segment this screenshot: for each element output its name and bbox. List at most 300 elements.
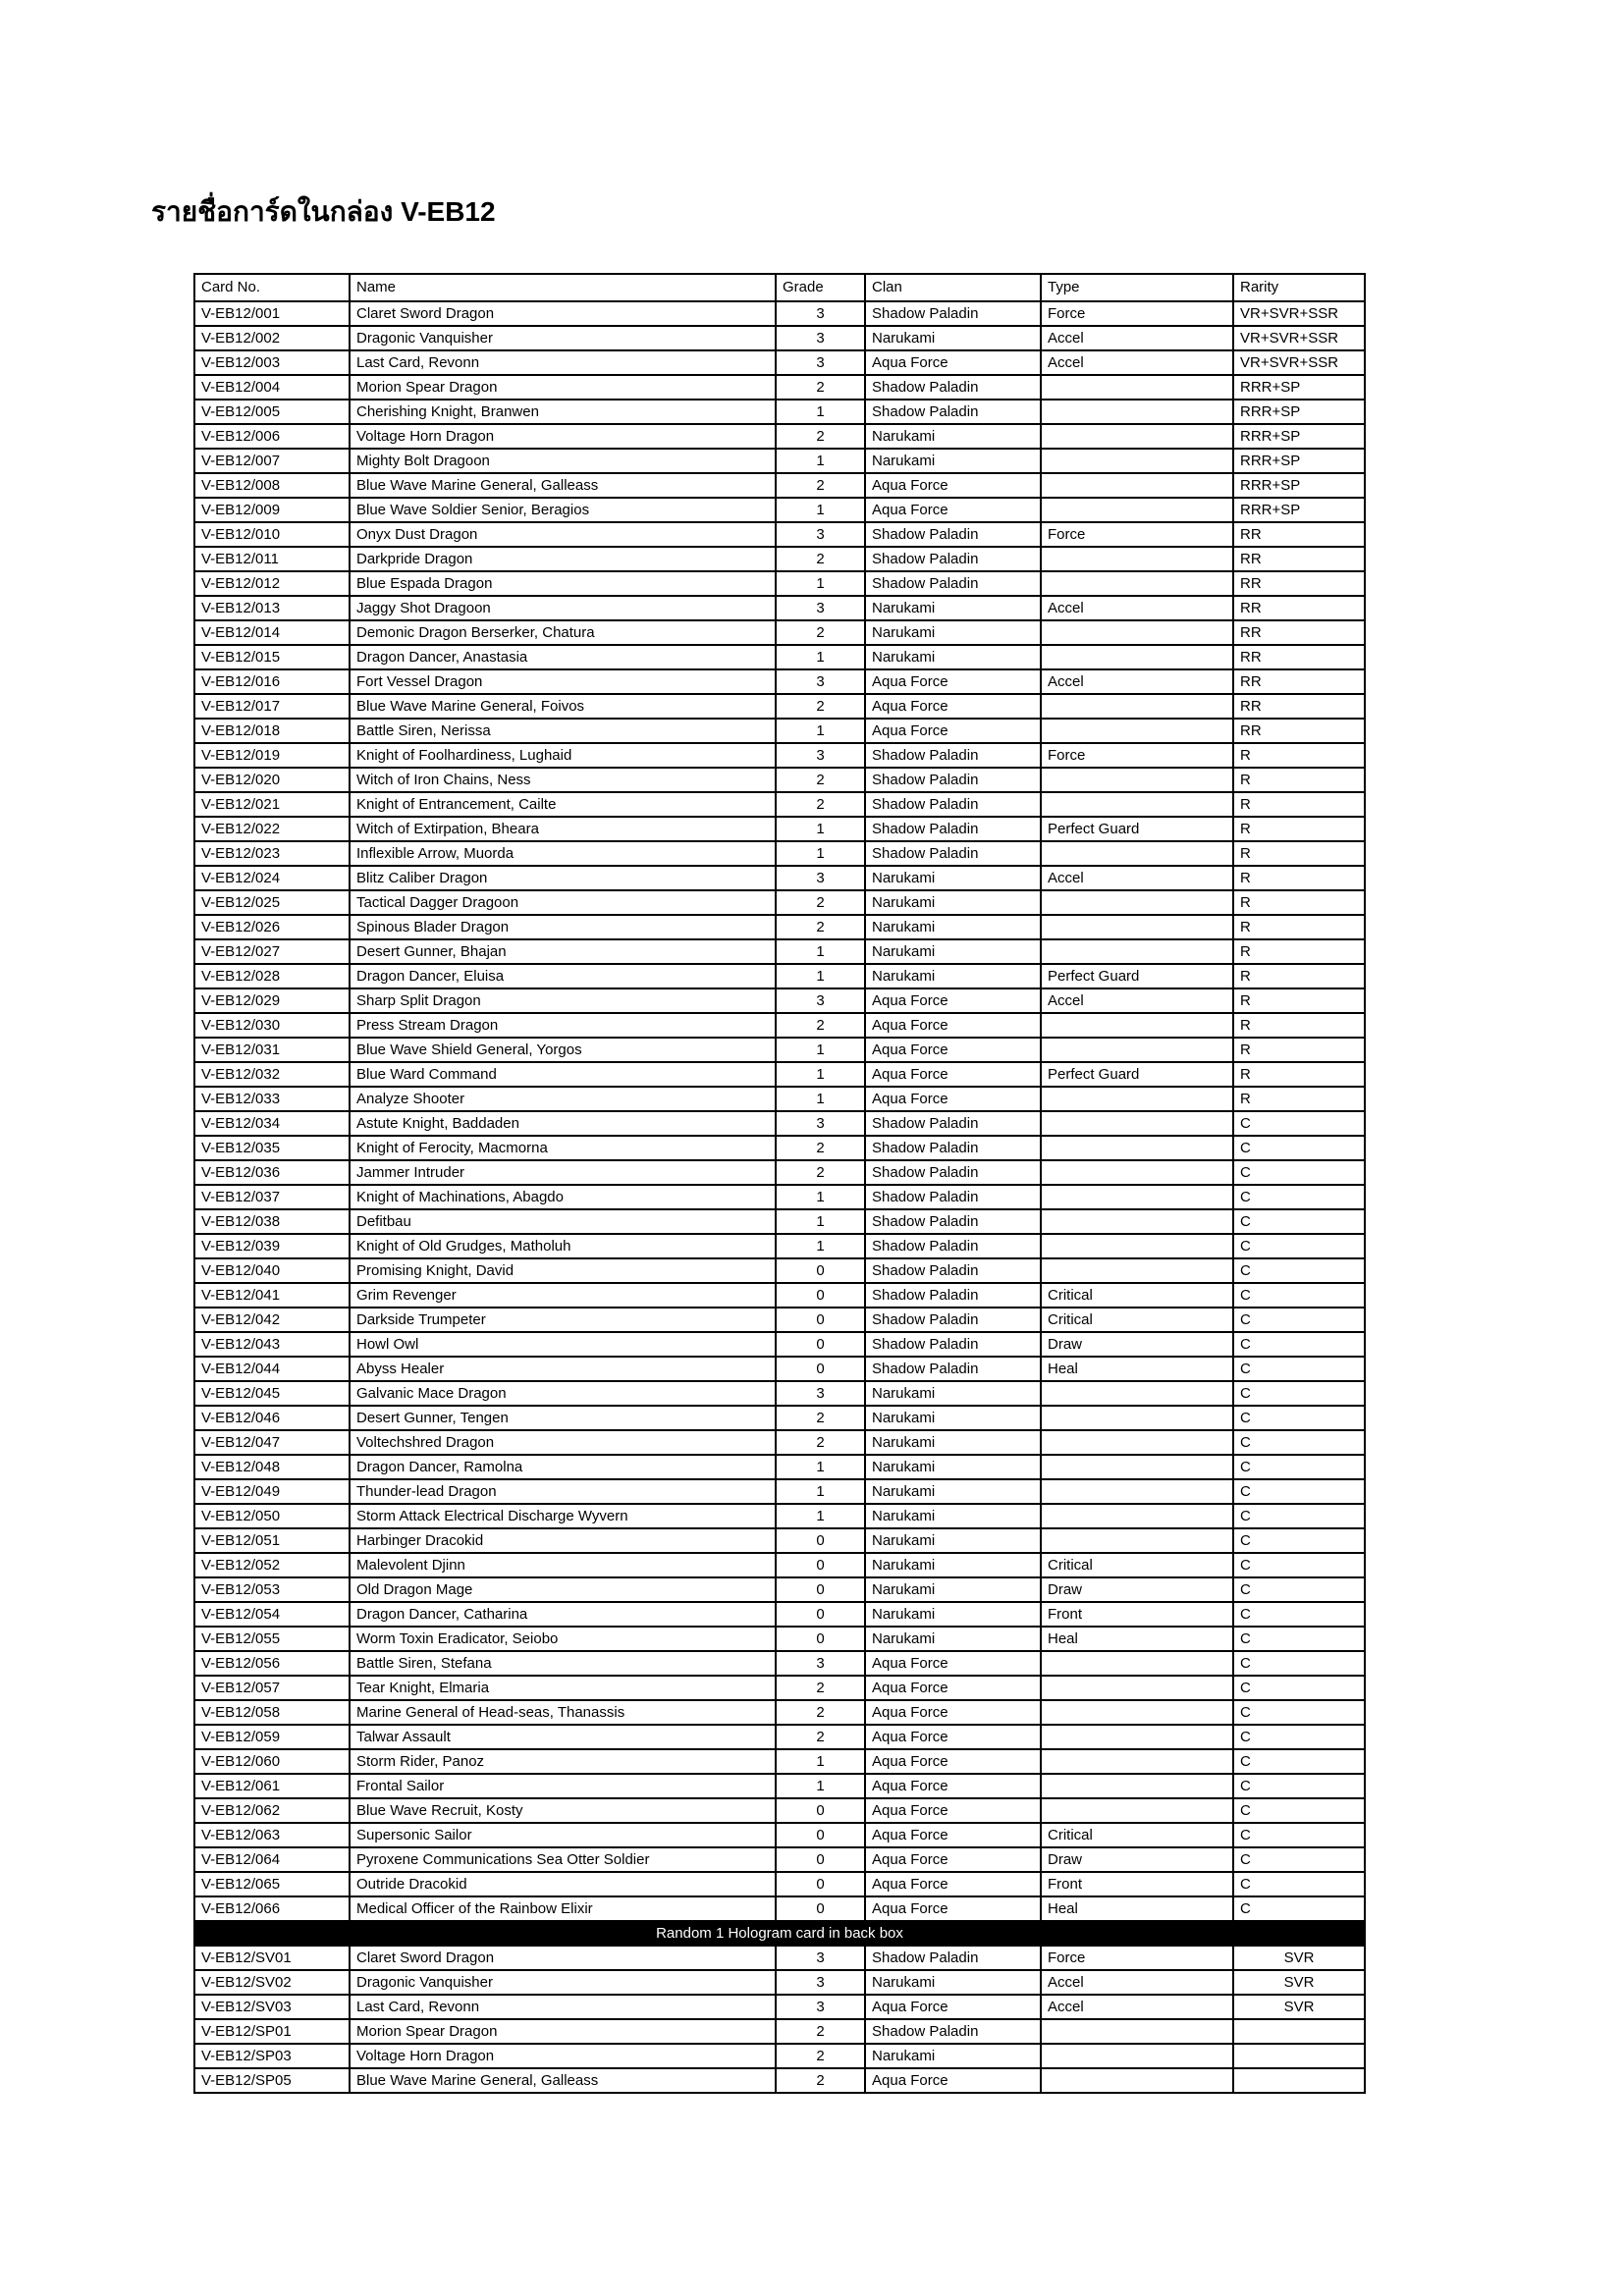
cell-type xyxy=(1041,939,1233,964)
cell-card-no: V-EB12/024 xyxy=(194,866,350,890)
cell-clan: Narukami xyxy=(865,1553,1041,1577)
cell-grade: 2 xyxy=(776,1725,865,1749)
table-row xyxy=(194,1308,1365,1332)
cell-rarity: C xyxy=(1233,1651,1365,1676)
cell-card-no: V-EB12/003 xyxy=(194,350,350,375)
cell-name: Dragonic Vanquisher xyxy=(350,326,776,350)
cell-clan: Aqua Force xyxy=(865,1749,1041,1774)
cell-card-no: V-EB12/058 xyxy=(194,1700,350,1725)
cell-name: Knight of Ferocity, Macmorna xyxy=(350,1136,776,1160)
table-row xyxy=(194,1430,1365,1455)
cell-type xyxy=(1041,1087,1233,1111)
cell-card-no: V-EB12/053 xyxy=(194,1577,350,1602)
cell-clan: Shadow Paladin xyxy=(865,400,1041,424)
cell-rarity: C xyxy=(1233,1111,1365,1136)
table-row xyxy=(194,817,1365,841)
cell-clan: Narukami xyxy=(865,449,1041,473)
column-header-rarity: Rarity xyxy=(1233,274,1365,301)
table-row xyxy=(194,1406,1365,1430)
cell-type: Draw xyxy=(1041,1332,1233,1357)
cell-grade: 2 xyxy=(776,1700,865,1725)
cell-name: Jammer Intruder xyxy=(350,1160,776,1185)
table-row xyxy=(194,1087,1365,1111)
cell-clan: Narukami xyxy=(865,2044,1041,2068)
cell-clan: Narukami xyxy=(865,1430,1041,1455)
cell-grade: 0 xyxy=(776,1847,865,1872)
cell-type: Perfect Guard xyxy=(1041,1062,1233,1087)
cell-type: Heal xyxy=(1041,1627,1233,1651)
cell-card-no: V-EB12/036 xyxy=(194,1160,350,1185)
cell-name: Claret Sword Dragon xyxy=(350,301,776,326)
cell-grade: 2 xyxy=(776,768,865,792)
cell-grade: 1 xyxy=(776,571,865,596)
cell-name: Last Card, Revonn xyxy=(350,350,776,375)
table-row xyxy=(194,1676,1365,1700)
cell-grade: 2 xyxy=(776,792,865,817)
table-row xyxy=(194,1823,1365,1847)
cell-grade: 1 xyxy=(776,1209,865,1234)
cell-card-no: V-EB12/033 xyxy=(194,1087,350,1111)
cell-name: Tactical Dagger Dragoon xyxy=(350,890,776,915)
cell-type xyxy=(1041,1651,1233,1676)
cell-rarity: C xyxy=(1233,1479,1365,1504)
cell-grade: 2 xyxy=(776,1430,865,1455)
cell-type xyxy=(1041,1430,1233,1455)
cell-clan: Narukami xyxy=(865,645,1041,669)
cell-card-no: V-EB12/039 xyxy=(194,1234,350,1258)
cell-grade: 2 xyxy=(776,2068,865,2093)
cell-card-no: V-EB12/008 xyxy=(194,473,350,498)
cell-clan: Narukami xyxy=(865,620,1041,645)
cell-name: Storm Attack Electrical Discharge Wyvern xyxy=(350,1504,776,1528)
cell-name: Fort Vessel Dragon xyxy=(350,669,776,694)
cell-grade: 3 xyxy=(776,1995,865,2019)
cell-rarity: RRR+SP xyxy=(1233,498,1365,522)
cell-grade: 1 xyxy=(776,1062,865,1087)
card-list-table xyxy=(193,273,1366,2094)
table-row xyxy=(194,1381,1365,1406)
cell-card-no: V-EB12/023 xyxy=(194,841,350,866)
cell-rarity: C xyxy=(1233,1160,1365,1185)
table-row xyxy=(194,620,1365,645)
cell-type xyxy=(1041,841,1233,866)
cell-clan: Aqua Force xyxy=(865,350,1041,375)
cell-grade: 2 xyxy=(776,915,865,939)
table-row xyxy=(194,1455,1365,1479)
table-row xyxy=(194,1946,1365,1970)
cell-rarity: R xyxy=(1233,964,1365,988)
cell-card-no: V-EB12/046 xyxy=(194,1406,350,1430)
cell-clan: Shadow Paladin xyxy=(865,1234,1041,1258)
cell-rarity: R xyxy=(1233,1062,1365,1087)
cell-name: Dragonic Vanquisher xyxy=(350,1970,776,1995)
table-row xyxy=(194,522,1365,547)
cell-grade: 2 xyxy=(776,424,865,449)
table-row xyxy=(194,1013,1365,1038)
cell-name: Galvanic Mace Dragon xyxy=(350,1381,776,1406)
cell-clan: Narukami xyxy=(865,596,1041,620)
cell-clan: Narukami xyxy=(865,424,1041,449)
table-row xyxy=(194,1283,1365,1308)
cell-clan: Narukami xyxy=(865,1627,1041,1651)
cell-card-no: V-EB12/040 xyxy=(194,1258,350,1283)
cell-card-no: V-EB12/001 xyxy=(194,301,350,326)
cell-clan: Aqua Force xyxy=(865,1896,1041,1921)
table-row xyxy=(194,939,1365,964)
cell-rarity: C xyxy=(1233,1774,1365,1798)
cell-rarity: C xyxy=(1233,1332,1365,1357)
table-row xyxy=(194,866,1365,890)
cell-card-no: V-EB12/SV02 xyxy=(194,1970,350,1995)
cell-clan: Aqua Force xyxy=(865,1013,1041,1038)
cell-clan: Aqua Force xyxy=(865,719,1041,743)
cell-card-no: V-EB12/057 xyxy=(194,1676,350,1700)
cell-grade: 1 xyxy=(776,400,865,424)
table-row xyxy=(194,1160,1365,1185)
cell-type: Perfect Guard xyxy=(1041,817,1233,841)
cell-rarity: C xyxy=(1233,1553,1365,1577)
cell-card-no: V-EB12/016 xyxy=(194,669,350,694)
cell-name: Harbinger Dracokid xyxy=(350,1528,776,1553)
column-header-clan: Clan xyxy=(865,274,1041,301)
cell-name: Old Dragon Mage xyxy=(350,1577,776,1602)
cell-grade: 3 xyxy=(776,301,865,326)
cell-card-no: V-EB12/012 xyxy=(194,571,350,596)
cell-type: Draw xyxy=(1041,1847,1233,1872)
cell-card-no: V-EB12/010 xyxy=(194,522,350,547)
cell-rarity: VR+SVR+SSR xyxy=(1233,301,1365,326)
cell-name: Battle Siren, Nerissa xyxy=(350,719,776,743)
cell-rarity: R xyxy=(1233,1038,1365,1062)
cell-clan: Narukami xyxy=(865,915,1041,939)
cell-clan: Aqua Force xyxy=(865,473,1041,498)
cell-grade: 1 xyxy=(776,1749,865,1774)
cell-rarity xyxy=(1233,2068,1365,2093)
cell-rarity: C xyxy=(1233,1896,1365,1921)
cell-clan: Narukami xyxy=(865,1381,1041,1406)
cell-rarity: RRR+SP xyxy=(1233,375,1365,400)
table-row xyxy=(194,719,1365,743)
cell-name: Abyss Healer xyxy=(350,1357,776,1381)
cell-name: Knight of Machinations, Abagdo xyxy=(350,1185,776,1209)
cell-card-no: V-EB12/066 xyxy=(194,1896,350,1921)
table-row xyxy=(194,1234,1365,1258)
cell-type: Accel xyxy=(1041,1970,1233,1995)
cell-clan: Narukami xyxy=(865,1504,1041,1528)
cell-card-no: V-EB12/026 xyxy=(194,915,350,939)
cell-clan: Aqua Force xyxy=(865,1651,1041,1676)
cell-clan: Narukami xyxy=(865,1528,1041,1553)
cell-card-no: V-EB12/028 xyxy=(194,964,350,988)
cell-name: Howl Owl xyxy=(350,1332,776,1357)
cell-name: Mighty Bolt Dragoon xyxy=(350,449,776,473)
cell-rarity: C xyxy=(1233,1209,1365,1234)
cell-rarity: C xyxy=(1233,1749,1365,1774)
cell-name: Jaggy Shot Dragoon xyxy=(350,596,776,620)
cell-type xyxy=(1041,1749,1233,1774)
cell-card-no: V-EB12/SP01 xyxy=(194,2019,350,2044)
cell-rarity: RR xyxy=(1233,719,1365,743)
cell-grade: 0 xyxy=(776,1258,865,1283)
cell-card-no: V-EB12/013 xyxy=(194,596,350,620)
table-row xyxy=(194,890,1365,915)
cell-type xyxy=(1041,2019,1233,2044)
cell-type xyxy=(1041,2068,1233,2093)
cell-type: Accel xyxy=(1041,350,1233,375)
cell-type xyxy=(1041,1700,1233,1725)
column-header-name: Name xyxy=(350,274,776,301)
cell-card-no: V-EB12/037 xyxy=(194,1185,350,1209)
cell-grade: 0 xyxy=(776,1896,865,1921)
cell-name: Frontal Sailor xyxy=(350,1774,776,1798)
cell-clan: Shadow Paladin xyxy=(865,1308,1041,1332)
cell-grade: 3 xyxy=(776,866,865,890)
cell-clan: Narukami xyxy=(865,326,1041,350)
cell-clan: Aqua Force xyxy=(865,1872,1041,1896)
cell-name: Press Stream Dragon xyxy=(350,1013,776,1038)
cell-rarity: RRR+SP xyxy=(1233,424,1365,449)
cell-clan: Narukami xyxy=(865,964,1041,988)
cell-card-no: V-EB12/SP05 xyxy=(194,2068,350,2093)
cell-grade: 3 xyxy=(776,350,865,375)
cell-card-no: V-EB12/065 xyxy=(194,1872,350,1896)
cell-card-no: V-EB12/047 xyxy=(194,1430,350,1455)
cell-grade: 0 xyxy=(776,1823,865,1847)
cell-grade: 1 xyxy=(776,939,865,964)
cell-name: Blue Wave Marine General, Galleass xyxy=(350,2068,776,2093)
cell-name: Blue Espada Dragon xyxy=(350,571,776,596)
cell-card-no: V-EB12/006 xyxy=(194,424,350,449)
table-row xyxy=(194,326,1365,350)
cell-grade: 2 xyxy=(776,1406,865,1430)
table-row xyxy=(194,1725,1365,1749)
cell-clan: Narukami xyxy=(865,1406,1041,1430)
cell-type: Accel xyxy=(1041,988,1233,1013)
cell-name: Battle Siren, Stefana xyxy=(350,1651,776,1676)
cell-rarity: RR xyxy=(1233,669,1365,694)
cell-clan: Shadow Paladin xyxy=(865,792,1041,817)
table-row xyxy=(194,743,1365,768)
cell-name: Morion Spear Dragon xyxy=(350,375,776,400)
cell-name: Morion Spear Dragon xyxy=(350,2019,776,2044)
cell-card-no: V-EB12/002 xyxy=(194,326,350,350)
cell-name: Promising Knight, David xyxy=(350,1258,776,1283)
cell-grade: 3 xyxy=(776,988,865,1013)
cell-name: Darkpride Dragon xyxy=(350,547,776,571)
cell-card-no: V-EB12/044 xyxy=(194,1357,350,1381)
cell-rarity: RR xyxy=(1233,645,1365,669)
table-row xyxy=(194,1798,1365,1823)
table-row xyxy=(194,768,1365,792)
cell-rarity: RR xyxy=(1233,547,1365,571)
cell-clan: Narukami xyxy=(865,1577,1041,1602)
cell-rarity: C xyxy=(1233,1381,1365,1406)
cell-card-no: V-EB12/031 xyxy=(194,1038,350,1062)
cell-rarity: RR xyxy=(1233,694,1365,719)
cell-name: Cherishing Knight, Branwen xyxy=(350,400,776,424)
cell-rarity: R xyxy=(1233,768,1365,792)
cell-grade: 3 xyxy=(776,1111,865,1136)
cell-card-no: V-EB12/034 xyxy=(194,1111,350,1136)
cell-card-no: V-EB12/060 xyxy=(194,1749,350,1774)
cell-grade: 2 xyxy=(776,375,865,400)
cell-card-no: V-EB12/050 xyxy=(194,1504,350,1528)
cell-type xyxy=(1041,768,1233,792)
cell-rarity: C xyxy=(1233,1528,1365,1553)
cell-grade: 1 xyxy=(776,1504,865,1528)
cell-name: Medical Officer of the Rainbow Elixir xyxy=(350,1896,776,1921)
cell-rarity: R xyxy=(1233,743,1365,768)
table-row xyxy=(194,1872,1365,1896)
cell-card-no: V-EB12/017 xyxy=(194,694,350,719)
cell-type: Accel xyxy=(1041,1995,1233,2019)
cell-rarity: C xyxy=(1233,1700,1365,1725)
table-row xyxy=(194,1749,1365,1774)
cell-grade: 1 xyxy=(776,817,865,841)
cell-rarity: RRR+SP xyxy=(1233,473,1365,498)
cell-clan: Shadow Paladin xyxy=(865,1946,1041,1970)
cell-clan: Aqua Force xyxy=(865,1725,1041,1749)
cell-type: Force xyxy=(1041,1946,1233,1970)
cell-card-no: V-EB12/061 xyxy=(194,1774,350,1798)
cell-rarity: C xyxy=(1233,1234,1365,1258)
cell-rarity: C xyxy=(1233,1430,1365,1455)
cell-grade: 0 xyxy=(776,1283,865,1308)
table-row xyxy=(194,1258,1365,1283)
cell-type: Critical xyxy=(1041,1308,1233,1332)
cell-name: Knight of Old Grudges, Matholuh xyxy=(350,1234,776,1258)
table-row xyxy=(194,792,1365,817)
table-row xyxy=(194,473,1365,498)
cell-clan: Aqua Force xyxy=(865,1038,1041,1062)
cell-rarity: C xyxy=(1233,1455,1365,1479)
table-row xyxy=(194,1774,1365,1798)
cell-type: Accel xyxy=(1041,596,1233,620)
table-row xyxy=(194,694,1365,719)
cell-rarity: C xyxy=(1233,1847,1365,1872)
cell-clan: Narukami xyxy=(865,1602,1041,1627)
cell-grade: 2 xyxy=(776,473,865,498)
cell-type xyxy=(1041,1038,1233,1062)
cell-grade: 2 xyxy=(776,890,865,915)
section-divider-row xyxy=(194,1921,1365,1946)
cell-card-no: V-EB12/048 xyxy=(194,1455,350,1479)
cell-rarity: RR xyxy=(1233,596,1365,620)
table-row xyxy=(194,1627,1365,1651)
cell-clan: Narukami xyxy=(865,890,1041,915)
cell-rarity: R xyxy=(1233,890,1365,915)
cell-type: Critical xyxy=(1041,1283,1233,1308)
cell-name: Storm Rider, Panoz xyxy=(350,1749,776,1774)
cell-rarity: C xyxy=(1233,1504,1365,1528)
cell-name: Blitz Caliber Dragon xyxy=(350,866,776,890)
cell-type xyxy=(1041,1209,1233,1234)
cell-rarity: C xyxy=(1233,1627,1365,1651)
cell-type xyxy=(1041,1774,1233,1798)
table-row xyxy=(194,2019,1365,2044)
cell-clan: Shadow Paladin xyxy=(865,2019,1041,2044)
cell-grade: 1 xyxy=(776,1185,865,1209)
cell-type xyxy=(1041,1185,1233,1209)
cell-type xyxy=(1041,1234,1233,1258)
cell-type: Force xyxy=(1041,743,1233,768)
cell-card-no: V-EB12/011 xyxy=(194,547,350,571)
cell-clan: Aqua Force xyxy=(865,669,1041,694)
cell-grade: 1 xyxy=(776,449,865,473)
table-row xyxy=(194,1136,1365,1160)
cell-grade: 3 xyxy=(776,743,865,768)
cell-name: Blue Wave Marine General, Galleass xyxy=(350,473,776,498)
cell-name: Tear Knight, Elmaria xyxy=(350,1676,776,1700)
table-row xyxy=(194,449,1365,473)
cell-name: Witch of Iron Chains, Ness xyxy=(350,768,776,792)
cell-type xyxy=(1041,1160,1233,1185)
table-row xyxy=(194,498,1365,522)
cell-grade: 3 xyxy=(776,1381,865,1406)
cell-rarity: C xyxy=(1233,1357,1365,1381)
cell-clan: Shadow Paladin xyxy=(865,841,1041,866)
cell-clan: Shadow Paladin xyxy=(865,1357,1041,1381)
cell-card-no: V-EB12/054 xyxy=(194,1602,350,1627)
cell-grade: 0 xyxy=(776,1332,865,1357)
cell-type: Heal xyxy=(1041,1896,1233,1921)
cell-clan: Narukami xyxy=(865,939,1041,964)
cell-card-no: V-EB12/042 xyxy=(194,1308,350,1332)
cell-clan: Aqua Force xyxy=(865,694,1041,719)
cell-type: Critical xyxy=(1041,1553,1233,1577)
cell-clan: Aqua Force xyxy=(865,1087,1041,1111)
cell-card-no: V-EB12/041 xyxy=(194,1283,350,1308)
cell-grade: 1 xyxy=(776,1774,865,1798)
cell-rarity: C xyxy=(1233,1308,1365,1332)
cell-clan: Shadow Paladin xyxy=(865,1160,1041,1185)
cell-type xyxy=(1041,1725,1233,1749)
cell-clan: Shadow Paladin xyxy=(865,571,1041,596)
cell-type: Draw xyxy=(1041,1577,1233,1602)
cell-name: Voltage Horn Dragon xyxy=(350,424,776,449)
cell-type xyxy=(1041,498,1233,522)
cell-grade: 1 xyxy=(776,498,865,522)
cell-card-no: V-EB12/019 xyxy=(194,743,350,768)
cell-name: Demonic Dragon Berserker, Chatura xyxy=(350,620,776,645)
cell-name: Blue Wave Soldier Senior, Beragios xyxy=(350,498,776,522)
cell-name: Voltechshred Dragon xyxy=(350,1430,776,1455)
table-row xyxy=(194,1602,1365,1627)
cell-grade: 1 xyxy=(776,1087,865,1111)
cell-rarity: R xyxy=(1233,792,1365,817)
cell-rarity: R xyxy=(1233,1087,1365,1111)
cell-card-no: V-EB12/030 xyxy=(194,1013,350,1038)
cell-type xyxy=(1041,719,1233,743)
cell-type xyxy=(1041,449,1233,473)
cell-clan: Aqua Force xyxy=(865,1700,1041,1725)
table-row xyxy=(194,547,1365,571)
cell-card-no: V-EB12/020 xyxy=(194,768,350,792)
cell-clan: Shadow Paladin xyxy=(865,743,1041,768)
table-row xyxy=(194,1504,1365,1528)
cell-type: Critical xyxy=(1041,1823,1233,1847)
cell-card-no: V-EB12/055 xyxy=(194,1627,350,1651)
cell-card-no: V-EB12/035 xyxy=(194,1136,350,1160)
cell-grade: 2 xyxy=(776,2019,865,2044)
cell-clan: Aqua Force xyxy=(865,1062,1041,1087)
cell-rarity: C xyxy=(1233,1823,1365,1847)
cell-grade: 2 xyxy=(776,2044,865,2068)
cell-rarity xyxy=(1233,2019,1365,2044)
table-row xyxy=(194,1553,1365,1577)
cell-card-no: V-EB12/SP03 xyxy=(194,2044,350,2068)
cell-rarity: C xyxy=(1233,1406,1365,1430)
